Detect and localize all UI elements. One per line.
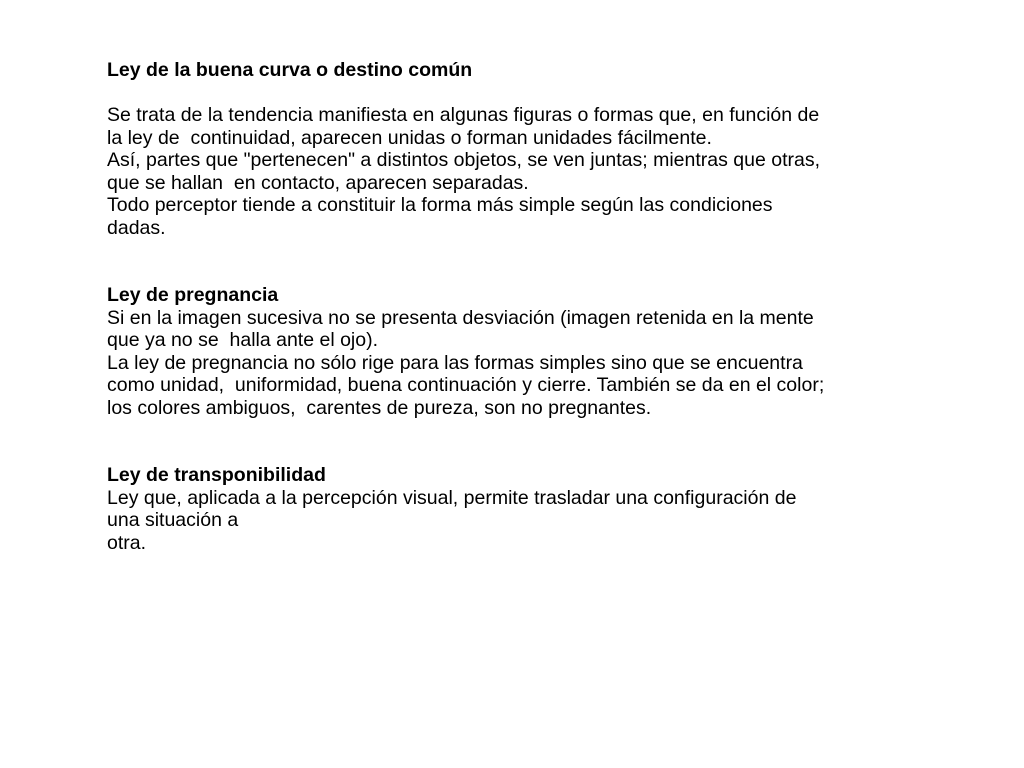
spacer <box>107 239 967 284</box>
section-title-transponibilidad: Ley de transponibilidad <box>107 464 326 486</box>
section-line: como unidad, uniformidad, buena continuación y cierre. También se da en el color; <box>107 374 825 396</box>
section-line: Así, partes que "pertenecen" a distintos objetos, se ven juntas; mientras que otras, <box>107 149 820 171</box>
section-title-buena-curva: Ley de la buena curva o destino común <box>107 59 473 81</box>
section-line: la ley de continuidad, aparecen unidas o forman unidades fácilmente. <box>107 126 712 149</box>
spacer <box>107 82 967 105</box>
section-line: que ya no se halla ante el ojo). <box>107 329 379 351</box>
section-line: La ley de pregnancia no sólo rige para las formas simples sino que se encuentra <box>107 351 803 374</box>
section-line: Se trata de la tendencia manifiesta en algunas figuras o formas que, en función de <box>107 104 820 126</box>
section-title-pregnancia: Ley de pregnancia <box>107 284 279 306</box>
section-line: dadas. <box>107 216 166 239</box>
section-line: Todo perceptor tiende a constituir la forma más simple según las condiciones <box>107 194 773 216</box>
section-line: una situación a <box>107 509 239 531</box>
section-line: los colores ambiguos, carentes de pureza, son no pregnantes. <box>107 396 652 419</box>
section-line: Si en la imagen sucesiva no se presenta desviación (imagen retenida en la mente <box>107 306 814 329</box>
section-line: que se hallan en contacto, aparecen separadas. <box>107 171 529 194</box>
section-line: otra. <box>107 531 147 554</box>
section-line: Ley que, aplicada a la percepción visual, permite trasladar una configuración de <box>107 486 797 509</box>
spacer <box>107 419 967 464</box>
slide-text-body <box>107 59 967 554</box>
